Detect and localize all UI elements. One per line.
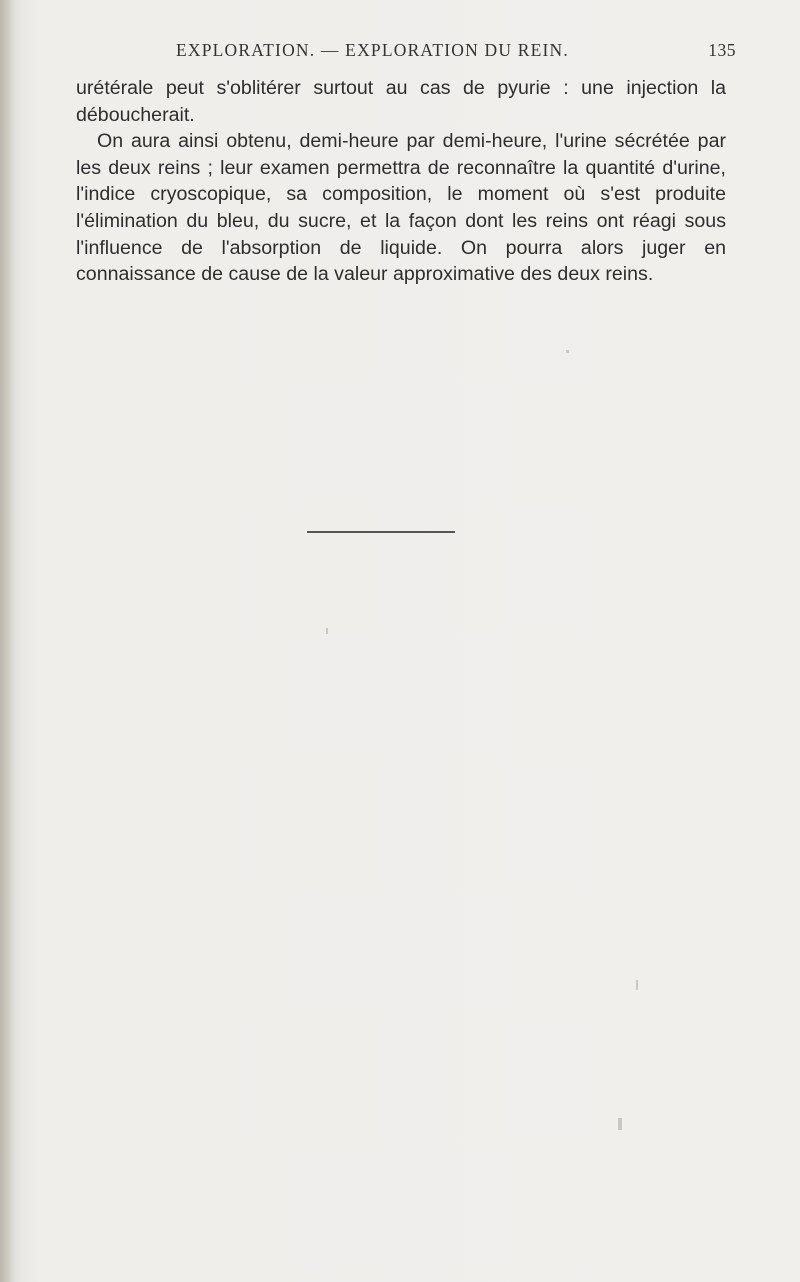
paragraph: On aura ainsi obtenu, demi-heure par demi-heure, l'urine sécrétée par les deux reins ; leur examen permettra de reconnaître la quantité d'urine, l'indice cryoscopique, sa composition, le moment où s'est produite l'élimination du bleu, du sucre, et la façon dont les reins ont réagi sous l'influence de l'absorption de liquide. On pourra alors juger en connaissance de cause de la valeur approximative des deux reins.	[76, 130, 726, 286]
page-number: 135	[708, 40, 736, 60]
page-binding-edge	[0, 0, 14, 1282]
paragraph-continuation: urétérale peut s'oblitérer surtout au cas de pyurie : une injection la déboucherait.	[76, 77, 726, 126]
paper-speck	[326, 628, 328, 634]
running-head-title: EXPLORATION. — EXPLORATION DU REIN.	[176, 40, 569, 60]
separator-rule	[307, 531, 455, 533]
paper-speck	[618, 1118, 622, 1130]
paper-speck	[636, 980, 638, 990]
paper-speck	[566, 350, 569, 353]
body-text	[76, 75, 726, 288]
running-head	[176, 40, 736, 66]
